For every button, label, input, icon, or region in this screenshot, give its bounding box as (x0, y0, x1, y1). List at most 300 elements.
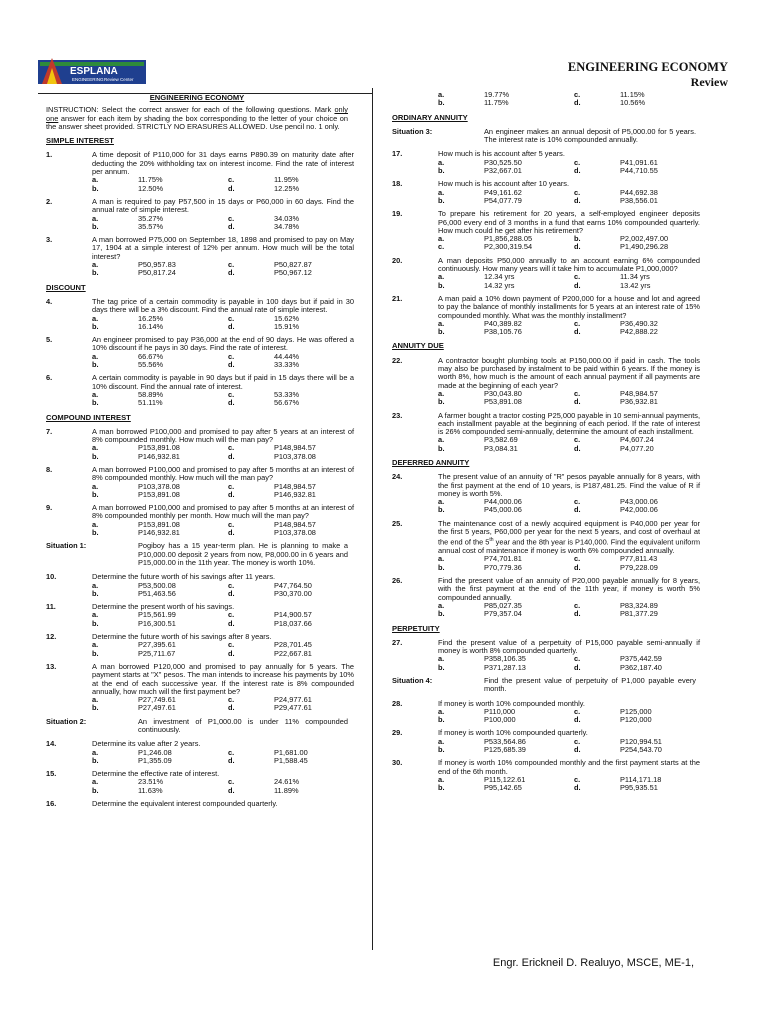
question-19 (392, 209, 700, 252)
choice-c: P36,490.32 (620, 318, 658, 328)
choice-label-a: a. (92, 313, 99, 323)
choices (92, 778, 354, 795)
choice-label-d: d. (574, 195, 581, 205)
choice-c: 53.33% (274, 389, 300, 399)
svg-text:ESPLANA: ESPLANA (70, 66, 118, 77)
choice-c: P2,300,319.54 (484, 242, 533, 252)
choice-label-b: b. (438, 397, 445, 407)
choice-a: 16.25% (138, 313, 164, 323)
question-30 (392, 758, 700, 793)
choice-d: P146,932.81 (274, 489, 316, 499)
question-10 (46, 573, 348, 598)
question-text: A man borrowed P100,000 and promised to pay after 5 years at an interest of 8% compounded monthly. How much will the man pay? (92, 426, 354, 445)
choice-d: P29,477.61 (274, 703, 312, 713)
question-number: 18. (392, 179, 403, 189)
choices (438, 320, 700, 337)
choices (92, 444, 354, 461)
choice-label-d: d. (228, 785, 235, 795)
choice-c: P14,900.57 (274, 610, 312, 620)
choice-label-c: c. (228, 747, 235, 757)
choice-c: 15.62% (274, 313, 300, 323)
choice-label-a: a. (438, 90, 445, 99)
choice-d: P120,000 (620, 715, 652, 725)
choice-c: P375,442.59 (620, 654, 662, 664)
choice-a: P15,561.99 (138, 610, 176, 620)
question-number: 20. (392, 255, 403, 265)
choice-c: 11.34 yrs (620, 272, 650, 282)
choice-label-b: b. (92, 755, 99, 765)
choices (438, 91, 700, 108)
choice-label-d: d. (228, 648, 235, 658)
choice-label-c: c. (574, 706, 581, 716)
choice-label-d: d. (574, 562, 581, 572)
choice-label-a: a. (92, 260, 99, 270)
choices (92, 749, 354, 766)
question-text: A man is required to pay P57,500 in 15 days or P60,000 in 60 days. Find the annual rate of simple interest. (92, 196, 354, 215)
choices (92, 215, 354, 232)
instruction-text-b: answer for each item by shading the box corresponding to the letter of your choice on the answer sheet provided. STRICTLY NO ERASURES ALLOWED. Use pencil no. 1 only. (46, 113, 348, 131)
question-4 (46, 296, 354, 331)
choice-label-c: c. (228, 351, 235, 361)
section-annuity-due: ANNUITY DUE (392, 341, 444, 351)
question-number: 11. (46, 602, 56, 612)
choice-label-d: d. (574, 397, 581, 407)
choice-label-c: c. (574, 272, 581, 282)
choice-d: P4,077.20 (620, 443, 654, 453)
choice-a: P115,122.61 (484, 774, 526, 784)
choice-label-d: d. (574, 783, 581, 793)
question-number: 3. (46, 235, 53, 245)
choice-a: P49,161.62 (484, 187, 522, 197)
question-number: 13. (46, 661, 57, 671)
instructions (46, 106, 348, 131)
choice-a: P153,891.08 (138, 443, 180, 453)
choice-c: P125,000 (620, 706, 652, 716)
choice-a: P30,043.80 (484, 388, 522, 398)
choice-label-a: a. (438, 497, 445, 507)
section-ordinary-annuity: ORDINARY ANNUITY (392, 112, 468, 122)
choice-c: P47,764.50 (274, 580, 312, 590)
choice-label-a: a. (438, 554, 445, 564)
choice-label-b: b. (92, 648, 99, 658)
choice-label-b: b. (92, 528, 99, 538)
choice-label-c: c. (228, 777, 235, 787)
choice-a: P74,701.81 (484, 554, 522, 564)
question-1 (46, 150, 354, 193)
choice-c: P77,811.43 (620, 554, 658, 564)
question-2 (46, 196, 354, 231)
choice-label-a: a. (92, 640, 99, 650)
choice-a: P53,500.08 (138, 580, 176, 590)
choice-c: P28,701.45 (274, 640, 312, 650)
section-discount: DISCOUNT (46, 282, 86, 292)
right-column (392, 90, 700, 798)
choice-d: P44,710.55 (620, 166, 658, 176)
choice-c: 11.95% (274, 175, 299, 185)
choice-c: P4,607.24 (620, 435, 654, 445)
choice-label-d: d. (228, 451, 235, 461)
choice-d: P22,667.81 (274, 648, 312, 658)
question-number: 26. (392, 576, 403, 586)
choices (438, 602, 700, 619)
choice-label-a: a. (438, 706, 445, 716)
choice-label-b: b. (574, 234, 581, 244)
question-number: 15. (46, 769, 57, 779)
choice-b: P54,077.79 (484, 195, 522, 205)
question-text: A contractor bought plumbing tools at P150,000.00 if paid in cash. The tools may also be purchased by instalment to be paid within 6 years. If the money is worth 8%, how much is the amount of each annual payment if all payments are made at the beginning of each year? (438, 355, 700, 390)
choice-label-b: b. (438, 662, 445, 672)
question-text: Find the present value of a perpetuity of P15,000 payable semi-annually if money is worth 8% compounded quarterly. (438, 637, 700, 656)
question-text: How much is his account after 10 years. (438, 179, 570, 189)
question-text: Determine the equivalent interest compounded quarterly. (92, 799, 278, 809)
choice-label-c: c. (228, 640, 235, 650)
question-3 (46, 235, 354, 278)
question-text: A farmer bought a tractor costing P25,000 payable in 10 semi-annual payments, each installment payable at the beginning of each period. If the rate of interest is 26% compounded semi-annually, determine the amount of each installment. (438, 410, 700, 437)
choice-c: P48,984.57 (620, 388, 658, 398)
choice-label-c: c. (438, 242, 445, 252)
choice-b: 55.56% (138, 360, 164, 370)
situation-label: Situation 3: (392, 126, 433, 136)
choice-b: P27,497.61 (138, 703, 176, 713)
question-number: 1. (46, 150, 53, 160)
choices (438, 555, 700, 572)
choice-a: P533,564.86 (484, 736, 526, 746)
question-number: 23. (392, 410, 403, 420)
choice-c: P41,091.61 (620, 157, 658, 167)
choice-d: P1,588.45 (274, 755, 308, 765)
choice-label-c: c. (574, 318, 581, 328)
choice-c: P24,977.61 (274, 695, 312, 705)
choice-d: 12.25% (274, 183, 300, 193)
question-text: A man borrowed P75,000 on September 18, 1898 and promised to pay on May 17, 1904 at a simple interest of 12% per annum. How much will be the total interest? (92, 235, 354, 261)
choice-a: P3,582.69 (484, 435, 518, 445)
choice-label-d: d. (574, 327, 581, 337)
question-21 (392, 293, 700, 337)
choice-label-c: c. (228, 260, 235, 270)
choice-a: 23.51% (138, 777, 164, 787)
question-22 (392, 355, 700, 407)
choice-label-c: c. (574, 157, 581, 167)
choice-b: P146,932.81 (138, 451, 180, 461)
choice-a: P358,106.35 (484, 654, 526, 664)
instruction-text-a: INSTRUCTION: Select the correct answer for each of the following questions. Mark (46, 105, 335, 115)
choice-label-d: d. (228, 398, 235, 408)
choice-b: P32,667.01 (484, 166, 522, 176)
choice-a: P27,749.61 (138, 695, 176, 705)
question-number: 30. (392, 758, 403, 768)
question-number: 16. (46, 799, 57, 809)
choices (438, 776, 700, 793)
choice-c: P114,171.18 (620, 774, 662, 784)
choice-label-d: d. (574, 166, 581, 176)
choice-label-c: c. (228, 580, 235, 590)
question-9 (46, 503, 354, 538)
choice-d: 56.67% (274, 398, 300, 408)
choice-label-d: d. (228, 183, 235, 193)
left-column (46, 93, 354, 813)
choice-label-c: c. (574, 90, 581, 99)
choices (438, 159, 700, 176)
choice-label-c: c. (228, 213, 235, 223)
page-footer: Engr. Erickneil D. Realuyo, MSCE, ME-1, (492, 957, 694, 969)
question-text: Determine the effective rate of interest. (92, 769, 220, 779)
choice-a: P44,000.06 (484, 497, 522, 507)
choice-label-b: b. (438, 745, 445, 755)
choice-label-b: b. (438, 443, 445, 453)
choice-b: 14.32 yrs (484, 280, 515, 290)
choice-label-d: d. (228, 755, 235, 765)
choices (438, 708, 700, 725)
question-number: 27. (392, 637, 403, 647)
choice-b: P70,779.36 (484, 562, 522, 572)
question-29 (392, 729, 696, 754)
choice-c: P1,681.00 (274, 747, 308, 757)
choice-label-b: b. (438, 783, 445, 793)
page-header (38, 56, 728, 92)
choice-label-a: a. (438, 600, 445, 610)
choice-label-c: c. (228, 695, 235, 705)
choice-d: P81,377.29 (620, 609, 658, 619)
choice-label-d: d. (574, 609, 581, 619)
question-23 (392, 410, 700, 453)
choice-label-d: d. (228, 360, 235, 370)
choice-d: P42,000.06 (620, 505, 658, 515)
question-text-part: year and the 8th year is P140,000. Find the equivalent uniform annual cost of maintenance if money is worth 6% compounded annually. (438, 537, 700, 556)
choice-label-b: b. (438, 609, 445, 619)
choice-label-d: d. (228, 321, 235, 331)
choice-label-a: a. (92, 695, 99, 705)
choice-b: P100,000 (484, 715, 516, 725)
choice-label-b: b. (438, 505, 445, 515)
choices (92, 582, 354, 599)
choice-a: 35.27% (138, 213, 164, 223)
situation-1 (46, 542, 348, 567)
question-text: Find the present value of an annuity of P20,000 payable annually for 8 years, with the first payment at the end of the 11th year, if money is worth 5% compounded annually. (438, 576, 700, 602)
choice-label-b: b. (92, 703, 99, 713)
question-number: 24. (392, 472, 403, 482)
question-28 (392, 700, 696, 725)
question-text: To prepare his retirement for 20 years, a self-employed engineer deposits P6,000 every end of 3 months in a fund that earns 10% compounded quarterly. How much could he get after his retirement? (438, 209, 700, 235)
situation-label: Situation 2: (46, 716, 87, 726)
choice-b: P38,105.76 (484, 327, 522, 337)
question-number: 8. (46, 464, 53, 474)
sheet-title: ENGINEERING ECONOMY (149, 93, 245, 102)
choice-b: P79,357.04 (484, 609, 522, 619)
question-text: Determine the future worth of his savings after 11 years. (92, 572, 276, 582)
choices (438, 738, 700, 755)
section-perpetuity: PERPETUITY (392, 623, 440, 633)
choices (92, 315, 354, 332)
choice-label-c: c. (228, 519, 235, 529)
choice-b: P371,287.13 (484, 662, 526, 672)
choices (438, 655, 700, 672)
choice-label-d: d. (574, 443, 581, 453)
question-text: Determine the future worth of his savings after 8 years. (92, 632, 272, 642)
situation-text: Pogiboy has a 15 year-term plan. He is planning to make a P10,000.00 deposit 2 years from now, P8,000.00 in 6 years and P15,000.00 in the 11th year. The money is worth 10%. (138, 541, 348, 567)
choice-d: 10.56% (620, 98, 646, 108)
question-number: 19. (392, 209, 403, 219)
choice-label-c: c. (228, 610, 235, 620)
situation-2 (46, 718, 348, 735)
choices (92, 521, 354, 538)
question-number: 10. (46, 572, 57, 582)
choice-label-a: a. (438, 234, 445, 244)
choice-label-b: b. (438, 98, 445, 108)
choice-label-a: a. (438, 187, 445, 197)
choice-b: P153,891.08 (138, 489, 180, 499)
choice-d: P30,370.00 (274, 588, 312, 598)
question-text: A man paid a 10% down payment of P200,000 for a house and lot and agreed to pay the balance of monthly installments for 5 years at an interest rate of 15% compounded monthly. What was the monthly installment? (438, 293, 700, 320)
question-8 (46, 464, 354, 499)
question-text: Determine the present worth of his savings. (92, 602, 235, 612)
choice-d: P103,378.08 (274, 528, 316, 538)
question-text: A man borrowed P100,000 and promised to pay after 5 months at an interest of 8% compounded monthly per month. How much will the man pay? (92, 503, 354, 521)
choice-b: 35.57% (138, 221, 164, 231)
question-text: A man borrowed P100,000 and promised to pay after 5 months at an interest of 8% compounded monthly. How much will the man pay? (92, 464, 354, 483)
choice-label-a: a. (92, 610, 99, 620)
section-compound-interest: COMPOUND INTEREST (46, 412, 131, 422)
question-text: A man deposits P50,000 annually to an account earning 6% compounded continuously. How many years will it take him to accumulate P1,000,000? (438, 255, 700, 274)
question-15 (46, 770, 348, 795)
question-text: A certain commodity is payable in 90 days but if paid in 15 days there will be a 10% discount. Find the annual rate of interest. (92, 373, 354, 391)
choice-label-b: b. (438, 280, 445, 290)
question-text: The present value of an annuity of "R" pesos payable annually for 8 years, with the first payment at the end of 10 years, is P187,481.25. Find the value of R if money is worth 5%. (438, 472, 700, 498)
choice-d: P79,228.09 (620, 562, 658, 572)
question-text: A man borrowed P120,000 and promised to pay annually for 5 years. The payment starts at "X" pesos. The man intends to increase his payments by 10% at the end of each successive year. If the interest rate is 8% compounded annually, how much will the first payment be? (92, 661, 354, 696)
instruction-emphasis: only one (46, 105, 348, 123)
choice-d: P95,935.51 (620, 783, 658, 793)
choice-d: 33.33% (274, 360, 300, 370)
choice-a: P40,389.82 (484, 318, 522, 328)
choices (92, 176, 354, 193)
choice-b: P25,711.67 (138, 648, 176, 658)
header-title: ENGINEERING ECONOMY (567, 60, 728, 74)
choice-d: P362,187.40 (620, 662, 662, 672)
choice-label-b: b. (92, 183, 99, 193)
choice-c: 34.03% (274, 213, 300, 223)
choice-label-a: a. (92, 580, 99, 590)
choice-label-c: c. (228, 481, 235, 491)
choice-label-c: c. (574, 654, 581, 664)
question-number: 22. (392, 355, 403, 365)
choice-label-c: c. (574, 187, 581, 197)
question-text: If money is worth 10% compounded monthly and the first payment starts at the end of the 6th month. (438, 758, 700, 776)
situation-text: An engineer makes an annual deposit of P5,000.00 for 5 years. The interest rate is 10% compounded annually. (484, 126, 696, 145)
choice-label-b: b. (92, 321, 99, 331)
choice-a: P153,891.08 (138, 519, 180, 529)
choice-label-c: c. (228, 175, 235, 185)
choice-label-b: b. (92, 451, 99, 461)
question-number: 14. (46, 739, 57, 749)
situation-label: Situation 1: (46, 541, 87, 551)
choice-label-c: c. (228, 389, 235, 399)
choice-a: 58.89% (138, 389, 164, 399)
ordinal-superscript: th (489, 537, 494, 544)
choice-d: 15.91% (274, 321, 300, 331)
question-6 (46, 373, 354, 408)
choices (438, 498, 700, 515)
choices (92, 611, 354, 628)
choice-c: P83,324.89 (620, 600, 658, 610)
choice-label-a: a. (438, 272, 445, 282)
choice-label-c: c. (574, 435, 581, 445)
choice-d: P38,556.01 (620, 195, 658, 205)
choice-label-d: d. (574, 98, 581, 108)
question-20 (392, 255, 700, 290)
question-number: 28. (392, 698, 403, 708)
choice-b: 16.14% (138, 321, 164, 331)
question-number: 4. (46, 296, 53, 306)
choice-d: P36,932.81 (620, 397, 658, 407)
choice-label-b: b. (438, 562, 445, 572)
choice-label-d: d. (228, 703, 235, 713)
header-subtitle: Review (690, 75, 728, 89)
choice-label-d: d. (228, 528, 235, 538)
question-number: 5. (46, 335, 53, 345)
choices (92, 641, 354, 658)
choice-a: P85,027.35 (484, 600, 522, 610)
choice-label-d: d. (574, 280, 581, 290)
choice-a: P110,000 (484, 706, 516, 716)
question-text: If money is worth 10% compounded monthly. (438, 698, 585, 708)
choice-label-a: a. (438, 654, 445, 664)
choice-label-a: a. (92, 777, 99, 787)
choice-label-a: a. (92, 213, 99, 223)
question-18 (392, 180, 696, 205)
choice-label-a: a. (438, 388, 445, 398)
question-17 (392, 150, 696, 175)
choice-b: P2,002,497.00 (620, 234, 669, 244)
choice-label-a: a. (92, 443, 99, 453)
choice-label-c: c. (228, 313, 235, 323)
svg-text:Review Center: Review Center (104, 77, 134, 82)
question-text: An engineer promised to pay P36,000 at the end of 90 days. He was offered a 10% discount if he pays in 30 days. Find the rate of interest. (92, 335, 354, 353)
choice-label-b: b. (92, 360, 99, 370)
question-number: 12. (46, 632, 57, 642)
choice-label-a: a. (92, 481, 99, 491)
svg-text:ENGINEERING: ENGINEERING (72, 77, 104, 82)
choice-a: P50,957.83 (138, 260, 176, 270)
choice-d: P18,037.66 (274, 618, 312, 628)
choice-label-a: a. (92, 351, 99, 361)
choice-label-b: b. (438, 715, 445, 725)
choices (92, 353, 354, 370)
choice-label-b: b. (92, 618, 99, 628)
question-12 (46, 633, 348, 658)
choice-label-c: c. (574, 600, 581, 610)
choice-b: P146,932.81 (138, 528, 180, 538)
section-simple-interest: SIMPLE INTEREST (46, 136, 114, 146)
choices (92, 391, 354, 408)
choice-label-c: c. (574, 774, 581, 784)
choice-label-a: a. (438, 157, 445, 167)
question-number: 2. (46, 196, 53, 206)
situation-3 (392, 128, 696, 145)
question-16-choices (392, 91, 696, 108)
choice-label-c: c. (574, 388, 581, 398)
choice-label-d: d. (574, 662, 581, 672)
choice-d: 11.89% (274, 785, 299, 795)
question-number: 29. (392, 728, 403, 738)
question-text (438, 520, 700, 556)
choice-label-d: d. (574, 745, 581, 755)
choice-b: 11.75% (484, 98, 509, 108)
question-14 (46, 740, 348, 765)
question-7 (46, 426, 354, 461)
choice-c: 44.44% (274, 351, 300, 361)
choice-c: P50,827.87 (274, 260, 312, 270)
column-divider (372, 88, 373, 950)
